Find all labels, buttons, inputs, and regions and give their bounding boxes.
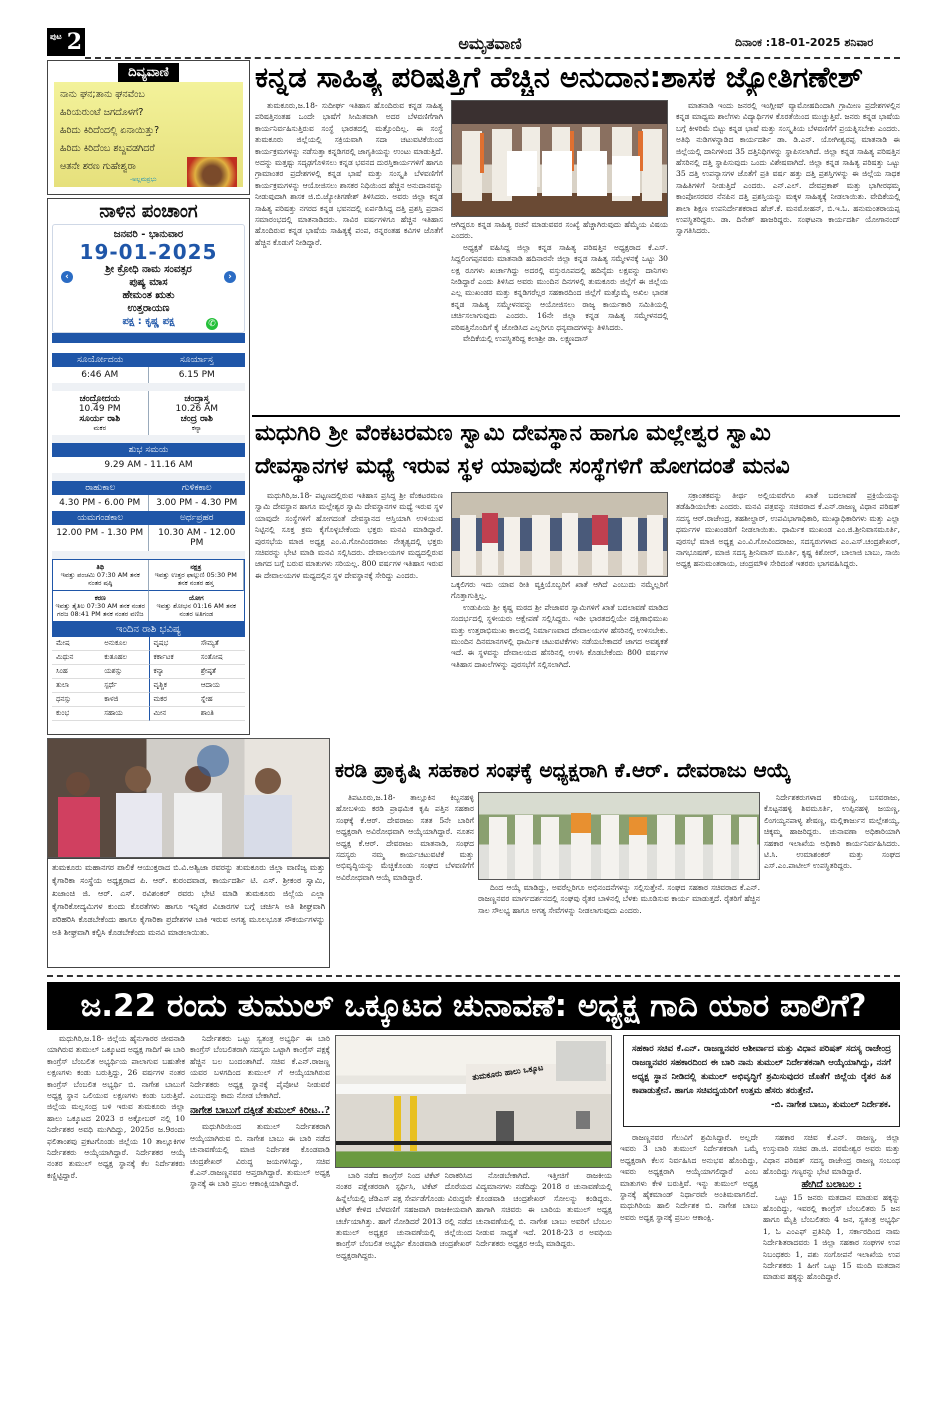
spacer [52, 435, 245, 443]
article-column [451, 579, 668, 745]
article-column [676, 490, 900, 745]
rashi-name: ತುಲಾ [52, 679, 100, 693]
building-sign: ತುಮಕೂರು ಹಾಲು ಒಕ್ಕೂಟ [471, 1063, 544, 1082]
headline-madhugiri-line2: ದೇವಸ್ಥಾನಗಳ ಮಧ್ಯೆ ಇರುವ ಸ್ಥಳ ಯಾವುದೇ ಸಂಸ್ಥೆಗಳಿಗೆ ಹೋಗದಂತೆ ಮನವಿ [255, 454, 790, 479]
rahu-label: ರಾಹುಕಾಲ [85, 483, 116, 493]
spacer [52, 383, 245, 391]
headline-karadi: ಕರಡಿ ಪ್ರಾಕೃಷಿ ಸಹಕಾರ ಸಂಘಕ್ಕೆ ಅಧ್ಯಕ್ಷರಾಗಿ ಕೆ.ಆರ್. ದೇವರಾಜು ಆಯ್ಕೆ [335, 758, 791, 782]
paragraph: ವೇದಿಕೆಯಲ್ಲಿ ಉಪಸ್ಥಿತರಿದ್ದ ಕಲಾಶ್ರೀ ಡಾ. ಲಕ್ಷ್ಮಣದಾಸ್ [463, 334, 589, 344]
divider [252, 415, 900, 417]
rashi-name: ಕುಂಭ [52, 707, 100, 721]
moonset-cell [149, 391, 246, 435]
article-column [476, 1170, 612, 1418]
article-column [764, 792, 900, 970]
samvatsara: ಶ್ರೀ ಕ್ರೋಧಿ ನಾಮ ಸಂವತ್ಸರ [105, 264, 192, 275]
yama-times [52, 525, 245, 551]
rashi-prediction: ಸ್ಪರ್ಧೆ [100, 679, 148, 693]
divyavani-box [47, 60, 250, 195]
rashi-prediction: ಆದಾಯ [197, 679, 245, 693]
sunrise-label: ಸೂರ್ಯೋದಯ [77, 355, 124, 365]
ayana: ಉತ್ತರಾಯಣ [127, 303, 170, 314]
photo-people-illustration [452, 493, 668, 577]
headline-tumul-election: ಜ.22 ರಂದು ತುಮುಲ್ ಒಕ್ಕೂಟದ ಚುನಾವಣೆ: ಅಧ್ಯಕ್ಷ ಗಾದಿ ಯಾರ ಪಾಲಿಗೆ? [47, 982, 900, 1030]
gulika-label: ಗುಳಿಕಕಾಲ [181, 483, 212, 493]
photo-people-illustration [479, 793, 760, 880]
paragraph: ದಿಂದ ಆಯ್ಕೆ ಮಾಡಿದ್ದು, ಅವರೆಲ್ಲರಿಗೂ ಅಭಿನಂದನೆಗಳನ್ನು ಸಲ್ಲಿಸುತ್ತೇನೆ. ಸಂಘದ ಸಹಕಾರ ಸಚಿವರಾದ ಕೆ.ಎನ್. ರಾಜಣ್ಣನವರ ಮಾರ್ಗದರ್ಶನದಲ್ಲಿ ಸಂಘವು ರೈತರ ಬಾಳಿನಲ್ಲಿ ಬೆಳಕು ಮೂಡಿಸುವ ಕಾರ್ಯ ಮಾಡುತ್ತದೆ. ರೈತರಿಗೆ ಹೆಚ್ಚಿನ ಸಾಲ ಸೌಲಭ್ಯ ಹಾಗೂ ಅಗತ್ಯ ಸೇವೆಗಳನ್ನು ನೀಡಲಾಗುವುದು ಎಂದರು. [478, 883, 760, 915]
paragraph: ರಾಜಣ್ಣನವರ ಗೆಲುವಿಗೆ ಶ್ರಮಿಸಿದ್ದಾರೆ. ಅಲ್ಲದೇ ಇವರು 3 ಬಾರಿ ತುಮುಲ್ ನಿರ್ದೇಶಕರಾಗಿ ಒಮ್ಮೆ ಅಧ್ಯಕ್ಷರಾಗಿ ಕೆಲಸ ನಿರ್ವಹಿಸಿದ ಅನುಭವ ಹೊಂದಿದ್ದು, ಇವರು ಅಧ್ಯಕ್ಷರಾಗಿ ಆಯ್ಕೆಯಾಗಲಿದ್ದಾರೆ ಎಂಬ ಮಾತುಗಳು ಕೇಳಿ ಬರುತ್ತಿವೆ. ಇನ್ನು ತುಮುಲ್ ಅಧ್ಯಕ್ಷ ಸ್ಥಾನಕ್ಕೆ ಹೈಕಮಾಂಡ್ ನಿರ್ಧಾರವೇ ಅಂತಿಮವಾಗಲಿದೆ. ಮಧುಗಿರಿಯ ಹಾಲಿ ನಿರ್ದೇಶಕ ಬಿ. ನಾಗೇಶ ಬಾಬು ಅವರು ಅಧ್ಯಕ್ಷ ಸ್ಥಾನಕ್ಕೆ ಪ್ರಬಲ ಆಕಾಂಕ್ಷಿ. [620, 1133, 758, 1222]
paper-name: ಅಮೃತವಾಣಿ [458, 34, 522, 53]
nakshatra-cell [149, 560, 245, 591]
quote-author: -ಅಲ್ಲಮಪ್ರಭು [130, 176, 157, 183]
rashi-name: ಮೀನ [149, 707, 197, 721]
rashi-prediction: ಕುತೂಹಲ [100, 651, 148, 665]
subheading: ಹೇಗಿದೆ ಬಲಾಬಲ : [801, 1178, 862, 1190]
divyavani-quote [54, 82, 243, 187]
memorandum-photo [451, 492, 668, 577]
rashi-name: ಧನಸ್ಸು [52, 693, 100, 707]
paragraph: ಮಾತನಾಡಿ ಇಂದು ಜನರಲ್ಲಿ ಇಂಗ್ಲೀಷ್ ವ್ಯಾಮೋಹದಿಂದಾಗಿ ಗ್ರಾಮೀಣ ಪ್ರದೇಶಗಳಲ್ಲಿನ ಕನ್ನಡ ಮಾಧ್ಯಮ ಶಾಲೆಗಳು ವಿದ್ಯಾರ್ಥಿಗಳ ಕೊರತೆಯಿಂದ ಮುಚ್ಚುತ್ತಿವೆ. ಜನರು ಕನ್ನಡ ಭಾಷೆಯ ಬಗ್ಗೆ ಕೀಳರಿಮೆ ಬಿಟ್ಟು ಕನ್ನಡ ಭಾಷೆ ಮತ್ತು ಸಂಸ್ಕೃತಿಯ ಬೆಳವಣಿಗೆಗೆ ಪ್ರಯತ್ನಿಸಬೇಕು ಎಂದರು. ಅತಿಥಿ ನುಡಿಗಳನ್ನಾಡಿದ ಕಾರ್ಯದರ್ಶಿ ಡಾ. ಡಿ.ಎನ್. ಯೋಗೀಶ್ವರಪ್ಪ ಮಾತನಾಡಿ ಈ ಜಿಲ್ಲೆಯಲ್ಲಿ ದಾನಿಗಳಿಂದ 35 ದತ್ತಿನಿಧಿಗಳನ್ನು ಸ್ಥಾಪಿಸಲಾಗಿದೆ. ಜಿಲ್ಲಾ ಕನ್ನಡ ಸಾಹಿತ್ಯ ಪರಿಷತ್ತಿನ ಹೆಸರಿನಲ್ಲಿ ದತ್ತಿ ಸ್ಥಾಪಿಸುವುದು ಒಂದು ವಿಶೇಷವಾಗಿದೆ. ಜಿಲ್ಲಾ ಕನ್ನಡ ಸಾಹಿತ್ಯ ಪರಿಷತ್ತು ಒಟ್ಟು 35 ದತ್ತಿ ಉಪನ್ಯಾಸಗಳ ಜೊತೆಗೆ ಪ್ರತಿ ವರ್ಷ ಹತ್ತು ದತ್ತಿ ಪ್ರಶಸ್ತಿಗಳನ್ನು ಈ ಜಿಲ್ಲೆಯ ಸಾಧಕ ಸಾಹಿತಿಗಳಿಗೆ ನೀಡುತ್ತಿದೆ ಎಂದರು. ಎನ್.ಎಲ್. ದೇವಪ್ರಕಾಶ್ ಮತ್ತು ಭಾಗೀರಥಮ್ಮ ಕಾಂಪೋಸರವರ ನೆನಪಿನ ದತ್ತಿ ಪ್ರಶಸ್ತಿಯನ್ನು ಮಕ್ಕಳ ಸಾಹಿತ್ಯಕ್ಕೆ ನೀಡಲಾಯಿತು. ವೇದಿಕೆಯಲ್ಲಿ ಶಾಲಾ ಶಿಕ್ಷಣ ಉಪನಿರ್ದೇಶಕರಾದ ಹೆಚ್.ಕೆ. ಮನಮೋಹನ್, ಬಿ.ಇ.ಓ. ಹನುಮಂತರಾಯಪ್ಪ ಉಪಸ್ಥಿತರಿದ್ದರು. ಡಾ. ದಿನೇಶ್ ಹಾಜರಿದ್ದರು. ಸಂಘಟನಾ ಕಾರ್ಯದರ್ಶಿ ಯೋಗಾನಂದ್ ಸ್ವಾಗತಿಸಿದರು. [676, 101, 900, 236]
sunset-label: ಸೂರ್ಯಾಸ್ತ [179, 355, 214, 365]
article-column [620, 1132, 758, 1418]
panchanga-box [47, 198, 250, 735]
headline-madhugiri-line1: ಮಧುಗಿರಿ ಶ್ರೀ ವೆಂಕಟರಮಣ ಸ್ವಾಮಿ ದೇವಸ್ಥಾನ ಹಾಗೂ ಮಲ್ಲೇಶ್ವರ ಸ್ವಾಮಿ [255, 421, 771, 446]
paragraph: ಒಕ್ಕಲಿಗರು ಇದು ಯಾವ ರೀತಿ ವ್ಯಕ್ತಿಯೊಬ್ಬರಿಗೆ ಖಾತೆ ಆಗಿದೆ ಎಂಬುದು ನಮ್ಮೆಲ್ಲರಿಗೆ ಗೊತ್ತಾಗುತ್ತಿಲ್ಲ. [451, 580, 668, 601]
rahu-time: 4.30 PM - 6.00 PM [52, 495, 149, 511]
page-label: ಪುಟ [50, 31, 62, 41]
prev-arrow-icon[interactable]: ‹ [61, 271, 73, 283]
paragraph: ಮಧುಗಿರಿ,ಜ.18- ಜಿಲ್ಲೆಯ ಹೈನುಗಾರರ ಜೀವನಾಡಿ ಯಾಗಿರುವ ತುಮುಲ್ ಒಕ್ಕೂಟದ ಅಧ್ಯಕ್ಷ ಗಾದಿಗೆ ಈ ಬಾರಿ ಕಾಂಗ್ರೆಸ್ ಬೆಂಬಲಿತ ಅಭ್ಯರ್ಥಿಯ ಪಾಲಾಗುವ ಬಹುತೇಕ ಲಕ್ಷಣಗಳು ಕಂಡು ಬರುತ್ತಿದ್ದು, 26 ವರ್ಷಗಳ ನಂತರ ಕಾಂಗ್ರೆಸ್ ಬೆಂಬಲಿತ ಅಭ್ಯರ್ಥಿ ಬಿ. ನಾಗೇಶ ಬಾಬುಗೆ ಅಧ್ಯಕ್ಷ ಸ್ಥಾನ ಒಲಿಯುವ ಲಕ್ಷಣಗಳು ಕಂಡು ಬರುತ್ತಿವೆ. ಜಿಲ್ಲೆಯ ಮಲ್ಲಸಂದ್ರ ಬಳಿ ಇರುವ ತುಮಕೂರು ಜಿಲ್ಲಾ ಹಾಲು ಒಕ್ಕೂಟದ 2023 ರ ಅಕ್ಟೋಬರ್ ನಲ್ಲಿ 10 ನಿರ್ದೇಶಕರ ಅವಧಿ ಮುಗಿದಿದ್ದು, 2025ರ ಜ.9ರಂದು ಫಲಿತಾಂಶವು ಪ್ರಕಟಗೊಂಡು ಜಿಲ್ಲೆಯ 10 ತಾಲ್ಲೂಕಿಗಳ ನಿರ್ದೇಶಕರು ಆಯ್ಕೆಯಾಗಿದ್ದಾರೆ. ನಿರ್ದೇಶಕರ ಆಯ್ಕೆ ನಂತರ ತುಮುಲ್ ಅಧ್ಯಕ್ಷ ಸ್ಥಾನಕ್ಕೆ ಕೆಲ ನಿರ್ದೇಶಕರು ಕಣ್ಣಿಟ್ಟಿದ್ದಾರೆ. [47, 1034, 185, 1180]
quote-author: -ಬಿ. ನಾಗೇಶ ಬಾಬು, ತುಮುಲ್ ನಿರ್ದೇಶಕ. [771, 1100, 891, 1110]
rashi-name: ಕರ್ಕಾಟಕ [149, 651, 197, 665]
karana-label: ಕರಣ [94, 594, 106, 602]
sun-times [52, 367, 245, 383]
quote-line: ಆತನೇ ಶರಣ ಗುಹೇಶ್ವರಾ [60, 161, 136, 172]
moonset: 10.26 AM [175, 404, 219, 414]
quote-line: ನಾನು ಘನ;ತಾನು ಘನವೆಂಬ [60, 89, 145, 100]
paragraph: ನಿರ್ದೇಶಕರು ಒಟ್ಟು ಸ್ವತಂತ್ರ ಅಭ್ಯರ್ಥಿ ಈ ಬಾರಿ ಕಾಂಗ್ರೆಸ್ ಬೆಂಬಲಿತರಾಗಿ ಸದಸ್ಯರು ಒಟ್ಟಾಗಿ ಕಾಂಗ್ರೆಸ್ ಪಕ್ಷಕ್ಕೆ ಹೆಚ್ಚಿನ ಬಲ ಬಂದಂತಾಗಿದೆ. ಸಚಿವ ಕೆ.ಎನ್.ರಾಜಣ್ಣ ಯವರ ಬಳಗದಿಂದ ತುಮುಲ್ ಗೆ ಆಯ್ಕೆಯಾಗಿರುವ ನಿರ್ದೇಶಕರು ಅಧ್ಯಕ್ಷ ಸ್ಥಾನಕ್ಕೆ ಪೈಪೋಟಿ ನೀಡುವರೆ ಎಂಬುದನ್ನು ಕಾದು ನೋಡ ಬೇಕಾಗಿದೆ. [190, 1034, 330, 1101]
paragraph: ಮಧುಗಿರಿ,ಜ.18- ಪಟ್ಟಣದಲ್ಲಿರುವ ಇತಿಹಾಸ ಪ್ರಸಿದ್ಧ ಶ್ರೀ ವೆಂಕಟರಮಣ ಸ್ವಾಮಿ ದೇವಸ್ಥಾನ ಹಾಗೂ ಮಲ್ಲೇಶ್ವರ ಸ್ವಾಮಿ ದೇವಸ್ಥಾನಗಳ ಮಧ್ಯೆ ಇರುವ ಸ್ಥಳ ಯಾವುದೇ ಸಂಸ್ಥೆಗಳಿಗೆ ಹೋಗದಂತೆ ದೇವಸ್ಥಾನದ ಆಸ್ತಿಯಾಗಿ ಉಳಿಯುವ ನಿಟ್ಟಿನಲ್ಲಿ ಸೂಕ್ತ ಕ್ರಮ ಕೈಗೊಳ್ಳಬೇಕೆಂದು ಭಕ್ತರು ಮನವಿ ಮಾಡಿದ್ದಾರೆ. ಪುರಸಭೆಯ ಮಾಜಿ ಅಧ್ಯಕ್ಷ ಎಂ.ವಿ.ಗೋವಿಂದರಾಜು ನೇತೃತ್ವದಲ್ಲಿ ಭಕ್ತರು ಸಚಿವರನ್ನು ಭೇಟಿ ಮಾಡಿ ಮನವಿ ಸಲ್ಲಿಸಿದರು. ದೇವಾಲಯಗಳ ಮಧ್ಯದಲ್ಲಿರುವ ಜಾಗದ ಬಗ್ಗೆ ಬರುವ ಮಾತುಗಳು ಸರಿಯಲ್ಲ. 800 ವರ್ಷಗಳ ಇತಿಹಾಸ ಇರುವ ಈ ದೇವಾಲಯಗಳ ಮಧ್ಯದಲ್ಲಿನ ಸ್ಥಳ ದೇವಸ್ಥಾನಕ್ಕೆ ಸೇರಿದ್ದು ಎಂದರು. [255, 491, 443, 580]
subheading: ನಾಗೇಶ ಬಾಬುಗೆ ದಕ್ಕೀತೆ ತುಮುಲ್ ಕಿರೀಟ..? [190, 1105, 330, 1117]
rashi-name: ಸಿಂಹ [52, 665, 100, 679]
ritu: ಹೇಮಂತ ಋತು [122, 290, 175, 301]
rashi-prediction: ಸಹಾಯ [100, 707, 148, 721]
article-column [478, 882, 760, 970]
kala-times [52, 495, 245, 511]
moonset-label: ಚಂದ್ರಾಸ್ತ [184, 394, 210, 404]
ardha-label: ಅರ್ಧಪ್ರಹರ [179, 513, 214, 523]
rashi-name: ವೃಶ್ಚಿಕ [149, 679, 197, 693]
saint-portrait [187, 157, 237, 187]
gulika-time: 3.00 PM - 4.30 PM [156, 498, 238, 508]
ardha-time: 10.30 AM - 12.00 PM [158, 528, 236, 548]
paksha: ಪಕ್ಷ : ಕೃಷ್ಣ ಪಕ್ಷ [122, 316, 175, 327]
tithi-label: ತಿಥಿ [96, 563, 105, 571]
sunrise: 6:46 AM [52, 367, 149, 383]
moon-times [52, 391, 245, 435]
karana: ಇವತ್ತು ತೈತಿಲ 07:30 AM ತನಕ ನಂತರ ಗರಜ 08:41 PM ತನಕ ನಂತರ ವಣಿಜ [55, 602, 145, 618]
moonrise-cell [52, 391, 149, 435]
article-column [190, 1033, 330, 1418]
paragraph: ಸಹಕಾರ ಸಚಿವ ಕೆ.ಎನ್. ರಾಜಣ್ಣ, ಜಿಲ್ಲಾ ಉಸ್ತುವಾರಿ ಸಚಿವ ಡಾ.ಜಿ. ಪರಮೇಶ್ವರ ಅವರು ಮತ್ತು ವಿಧಾನ ಪರಿಷತ್ ಸದಸ್ಯ ರಾಜೇಂದ್ರ ರಾಜಣ್ಣ ಸಂಬಂಧ ಹೊಂದಿದ್ದು ಗಣ್ಯರನ್ನು ಭೇಟಿ ಮಾಡಿದ್ದಾರೆ. [763, 1133, 900, 1177]
rashi-name: ವೃಷಭ [149, 637, 197, 651]
quote-box [623, 1035, 900, 1127]
shubha-time: 9.29 AM - 11.16 AM [104, 460, 193, 470]
article-column [336, 792, 474, 970]
surya-rashi: ಮಕರ [93, 424, 107, 432]
quote-line: ಹಿರಿಯರುಂಟೆ ಜಗದೊಳಗೆ? [60, 107, 144, 118]
panchanga-title: ನಾಳಿನ ಪಂಚಾಂಗ [99, 201, 198, 222]
moonrise: 10.49 PM [78, 404, 121, 414]
yoga: ಇವತ್ತು ಶೋಭನ 01:16 AM ತನಕ ನಂತರ ಅತಿಗಂಡ [156, 602, 236, 618]
yoga-label: ಯೋಗ [188, 594, 204, 602]
paragraph: ನಿರ್ದೇಶಕರುಗಳಾದ ಕರಿಯಣ್ಣ, ಬಸವರಾಜು, ಕೊಟ್ಟನಹಳ್ಳಿ ಶಿವಮೂರ್ತಿ, ಉಪ್ಪಿನಹಳ್ಳಿ ಜಯಣ್ಣ, ಲಿಂಗಯ್ಯನಪಾಳ್ಯ ಶೇಷಣ್ಣ, ಮಲ್ಲಿಕಾರ್ಜುನ ಮಲ್ಲೇಶಯ್ಯ, ಚಿಕ್ಕಮ್ಮ ಹಾಜರಿದ್ದರು. ಚುನಾವಣಾ ಅಧಿಕಾರಿಯಾಗಿ ಸಹಕಾರ ಇಲಾಖೆಯ ಅಧಿಕಾರಿ ಕಾರ್ಯನಿರ್ವಹಿಸಿದರು. ಟಿ.ಸಿ. ಉಮಾಶಂಕರ್ ಮತ್ತು ಸಂಘದ ಎಸ್.ಎಂ.ಪಾಟೀಲ್ ಉಪಸ್ಥಿತರಿದ್ದರು. [764, 793, 900, 871]
commissioner-meeting-photo [47, 738, 330, 858]
rashi-prediction: ಸಂತೋಷ [197, 651, 245, 665]
panchanga-date-card [52, 224, 245, 333]
chandra-rashi: ಕನ್ಯಾ [191, 424, 202, 432]
quote-text: ಸಹಕಾರ ಸಚಿವ ಕೆ.ಎನ್. ರಾಜಣ್ಣನವರ ಆಶೀರ್ವಾದ ಮತ್ತು ವಿಧಾನ ಪರಿಷತ್ ಸದಸ್ಯ ರಾಜೇಂದ್ರ ರಾಜಣ್ಣನವರ ಸಹಕಾರದಿಂದ ಈ ಬಾರಿ ನಾನು ತುಮುಲ್ ನಿರ್ದೇಶಕನಾಗಿ ಆಯ್ಕೆಯಾಗಿದ್ದು, ನನಗೆ ಅಧ್ಯಕ್ಷ ಸ್ಥಾನ ನೀಡಿದಲ್ಲಿ ತುಮುಲ್ ಅಭಿವೃದ್ಧಿಗೆ ಶ್ರಮಿಸುವುದರ ಜೊತೆಗೆ ಜಿಲ್ಲೆಯ ರೈತರ ಹಿತ ಕಾಪಾಡುತ್ತೇನೆ. ಹಾಗೂ ಸಚಿವದ್ವಯರಿಗೆ ಉತ್ತಮ ಹೆಸರು ತರುತ್ತೇನೆ. [632, 1044, 891, 1096]
paragraph: ತುಮಕೂರು,ಜ.18- ಸುದೀರ್ಘ ಇತಿಹಾಸ ಹೊಂದಿರುವ ಕನ್ನಡ ಸಾಹಿತ್ಯ ಪರಿಷತ್ತಿನಂತಹ ಒಂದೇ ಭಾಷೆಗೆ ಸೀಮಿತವಾಗಿ ಅದರ ಬೆಳವಣಿಗೆಗಾಗಿ ಕಾರ್ಯನಿರ್ವಹಿಸುತ್ತಿರುವ ಸಂಸ್ಥೆ ಭಾರತದಲ್ಲಿ ಮತ್ತೊಂದಿಲ್ಲ. ಈ ಸಂಸ್ಥೆ ತುಮಕೂರು ಜಿಲ್ಲೆಯಲ್ಲಿ ಸಕ್ರಿಯವಾಗಿ ಸದಾ ಚಟುವಟಿಕೆಯಿಂದ ಕಾರ್ಯಕ್ರಮಗಳನ್ನು ನಡೆಸುತ್ತಾ ಕನ್ನಡಿಗರಲ್ಲಿ ಜಾಗೃತಿಯನ್ನು ಉಂಟು ಮಾಡುತ್ತಿದೆ. ಅದನ್ನು ಮತ್ತಷ್ಟು ಸದೃಢಗೊಳಿಸಲು ಕನ್ನಡ ಭವನದ ದುರಸ್ತಿಕಾರ್ಯಗಳಿಗೆ ಹಾಗೂ ಗ್ರಾಮಾಂತರ ಪ್ರದೇಶಗಳಲ್ಲಿ ಕನ್ನಡ ಭಾಷೆ ಮತ್ತು ಸಂಸ್ಕೃತಿ ಬೆಳವಣಿಗೆಗೆ ಕಾರ್ಯಕ್ರಮಗಳನ್ನು ಆಯೋಜಿಸಲು ಶಾಸಕರ ನಿಧಿಯಿಂದ ಹೆಚ್ಚಿನ ಅನುದಾನವನ್ನು ನೀಡುವುದಾಗಿ ಶಾಸಕ ಜಿ.ಬಿ.ಜ್ಯೋತಿಗಣೇಶ್ ತಿಳಿಸಿದರು. ಅವರು ಜಿಲ್ಲಾ ಕನ್ನಡ ಸಾಹಿತ್ಯ ಪರಿಷತ್ತು ನಗರದ ಕನ್ನಡ ಭವನದಲ್ಲಿ ಏರ್ಪಡಿಸಿದ್ದ ದತ್ತಿ ಪ್ರಶಸ್ತಿ ಪ್ರದಾನ ಸಮಾರಂಭದಲ್ಲಿ ಮಾತನಾಡಿದರು. ಸಾವಿರ ವರ್ಷಗಳಿಗೂ ಹೆಚ್ಚಿನ ಇತಿಹಾಸ ಹೊಂದಿರುವ ಕನ್ನಡ ಭಾಷೆಯ ಸಾಹಿತ್ಯಕ್ಕೆ ಪಂಪ, ರನ್ನರಂತಹ ಕವಿಗಳ ಜೊತೆಗೆ ಹೆಚ್ಚಿನ ಕೊಡುಗೆ ನೀಡಿದ್ದಾರೆ. [255, 101, 443, 247]
quote-line: ಹಿರಿದು ಕಿರಿದೆಂದಲ್ಲಿ ಏನಾಯಿತ್ತು? [60, 125, 160, 136]
paragraph: ಆಗಿದ್ದರೂ ಕನ್ನಡ ಸಾಹಿತ್ಯ ರಚನೆ ಮಾಡುವವರ ಸಂಖ್ಯೆ ಹೆಚ್ಚಾಗಿರುವುದು ಹೆಮ್ಮೆಯ ವಿಷಯ ಎಂದರು. [451, 220, 668, 241]
surya-rashi-label: ಸೂರ್ಯ ರಾಶಿ [79, 414, 121, 424]
kala-header [52, 481, 245, 495]
blue-bar [52, 333, 245, 343]
paragraph: ಸಕ್ರಾಂತಕವನ್ನು ತೀರ್ಥ ಅಲ್ಲಿಯವರೆಗೂ ಖಾತೆ ಬದಲಾವಣೆ ಪ್ರಕ್ರಿಯೆಯನ್ನು ತಡೆಹಿಡಿಯಬೇಕು ಎಂದರು. ಮನವಿ ಪತ್ರವನ್ನು ಸಚಿವರಾದ ಕೆ.ಎನ್.ರಾಜಣ್ಣ ವಿಧಾನ ಪರಿಷತ್ ಸದಸ್ಯ ಆರ್.ರಾಜೇಂದ್ರ, ತಹಶೀಲ್ದಾರ್, ಉಪವಿಭಾಗಾಧಿಕಾರಿ, ಮುಖ್ಯಾಧಿಕಾರಿಗಳು ಮತ್ತು ಎಲ್ಲಾ ಧರ್ಮಗಳ ಮುಖಂಡರಿಗೆ ನೀಡಲಾಯಿತು. ಧಾರ್ಮಿಕ ಮುಖಂಡ ಎಂ.ಜಿ.ಶ್ರೀನಿವಾಸಮೂರ್ತಿ, ಪುರಸಭೆ ಮಾಜಿ ಅಧ್ಯಕ್ಷ ಎಂ.ವಿ.ಗೋವಿಂದರಾಜು, ಸದಸ್ಯರುಗಳಾದ ಎಂ.ಎಸ್.ಚಂದ್ರಶೇಖರ್, ನಾಗಭೂಷಣ್, ಮಾಜಿ ಸದಸ್ಯ ಶ್ರೀನಿವಾಸ್ ಮೂರ್ತಿ, ಕೃಷ್ಣ ಕಿಶೋರ್, ಬಾಲಾಜಿ ಬಾಬು, ಸಾಯಿ ಅಧ್ಯಕ್ಷ ಹನುಮಂತರಾಯ, ಚಂದ್ರಮೌಳಿ ಸೇರಿದಂತೆ ಇತರರು ಭಾಗವಹಿಸಿದ್ದರು. [676, 491, 900, 569]
shubha-label: ಶುಭ ಸಮಯ [52, 443, 245, 457]
rashi-table [52, 637, 245, 721]
rashi-prediction: ಕಾಳಜಿ [100, 693, 148, 707]
chandra-rashi-label: ಚಂದ್ರ ರಾಶಿ [180, 414, 213, 424]
tithi: ಇವತ್ತು ಪಂಚಮಿ 07:30 AM ತನಕ ನಂತರ ಷಷ್ಠಿ [60, 571, 140, 587]
article-column [763, 1132, 900, 1418]
quote-line: ಹಿರಿದು ಕಿರಿದೆಂಬ ಶಬ್ದವಡಗಿದರೆ [60, 143, 155, 154]
paragraph: ಬಾರಿ ನಡೆದ ಕಾಂಗ್ರೆಸ್ ನಿಂದ ಟಿಕೆಟ್ ನಿರಾಕರಿಸಿದ ನಂತರ ಪಕ್ಷೇತರರಾಗಿ ಸ್ಪರ್ಧಿಸಿ, ಟಿಕೆಟ್ ದೊರೆಯದ ಹಿನ್ನೆಲೆಯಲ್ಲಿ ಜೆಡಿಎಸ್ ಪಕ್ಷ ಸೇರ್ಪಡೆಗೊಂಡು ವಿರುದ್ಧವೇ ಟಿಕೆಟ್ ಕೇಳಿದ ಬೆಳವಣಿಗೆ ಸಹಜವಾಗಿ ರಾಜಕೀಯವಾಗಿ ಚರ್ಚೆಯಾಗಿತ್ತು. ಹಾಗೆ ನೋಡಿದರೆ 2013 ರಲ್ಲಿ ನಡೆದ ತುಮುಲ್ ಅಧ್ಯಕ್ಷರ ಚುನಾವಣೆಯಲ್ಲಿ ಜಿಲ್ಲೆಯಿಂದ ಕಾಂಗ್ರೆಸ್ ಬೆಂಬಲಿತ ಅಭ್ಯರ್ಥಿ ಕೊಂಡವಾಡಿ ಚಂದ್ರಶೇಖರ್ ಅಧ್ಯಕ್ಷರಾಗಿದ್ದರು. [336, 1171, 472, 1260]
rashi-name: ಕನ್ಯಾ [149, 665, 197, 679]
spacer [48, 343, 249, 353]
article-column [255, 490, 443, 745]
spacer [52, 551, 245, 559]
divider [47, 975, 900, 977]
rashi-prediction: ಸೌಮ್ಯತೆ [197, 637, 245, 651]
photo-people-illustration [48, 739, 330, 858]
paragraph: ಒಟ್ಟು 15 ಜನರು ಮತದಾನ ಮಾಡುವ ಹಕ್ಕನ್ನು ಹೊಂದಿದ್ದು, ಇವರಲ್ಲಿ ಕಾಂಗ್ರೆಸ್ ಬೆಂಬಲಿತರು 5 ಜನ ಹಾಗೂ ಮೈತ್ರಿ ಬೆಂಬಲಿತರು 4 ಜನ, ಸ್ವತಂತ್ರ ಅಭ್ಯರ್ಥಿ 1, ಓ ಎಂಎಫ್ ಪ್ರತಿನಿಧಿ 1, ಸರ್ಕಾರದಿಂದ ನಾಮ ನಿರ್ದೇಶಿತರಾದವರು 1 ಜಿಲ್ಲಾ ಸಹಕಾರ ಸಂಘಗಳ ಉಪ ನಿಬಂಧಕರು 1, ಪಶು ಸಂಗೋಪನೆ ಇಲಾಖೆಯ ಉಪ ನಿರ್ದೇಶಕರು 1 ಹೀಗೆ ಒಟ್ಟು 15 ಮಂದಿ ಮತದಾನ ಮಾಡುವ ಹಕ್ಕನ್ನು ಹೊಂದಿದ್ದಾರೆ. [763, 1192, 900, 1282]
rashi-prediction: ಅನುಕೂಲ [100, 637, 148, 651]
month-day: ಜನವರಿ - ಭಾನುವಾರ [113, 229, 184, 240]
paragraph: ನೋಡಬೇಕಾಗಿದೆ. ಇತ್ತೀಚಿಗೆ ರಾಜಕೀಯ ವಿದ್ಯಮಾನಗಳು ನಡೆದಿದ್ದು 2018 ರ ಚುನಾವಣೆಯಲ್ಲಿ ಕೊಂಡವಾಡಿ ಚಂದ್ರಶೇಖರ್ ಸೋಲನ್ನು ಕಂಡಿದ್ದರು. ಹಾಗಾಗಿ ಸಚಿವರು ಈ ಬಾರಿಯ ತುಮುಲ್ ಅಧ್ಯಕ್ಷ ಚುನಾವಣೆಯಲ್ಲಿ ಬಿ. ನಾಗೇಶ ಬಾಬು ಅವರಿಗೆ ಬೆಂಬಲ ನೀಡುವ ಸಾಧ್ಯತೆ ಇದೆ. 2018-23 ರ ಅವಧಿಯ ನಿರ್ದೇಶಕರು ಅಧ್ಯಕ್ಷರ ಆಯ್ಕೆ ಮಾಡಿದ್ದರು. [476, 1171, 612, 1249]
rashi-prediction: ಶ್ರೇಷ್ಠತೆ [197, 665, 245, 679]
nakshatra: ಇವತ್ತು ಉತ್ತರ ಫಾಲ್ಗುಣಿ 05:30 PM ತನಕ ನಂತರ ಹಸ್ತ [154, 571, 237, 587]
next-arrow-icon[interactable]: › [224, 271, 236, 283]
yama-label: ಯಮಗಂಡಕಾಲ [77, 513, 124, 523]
paragraph: ಅಧ್ಯಕ್ಷತೆ ವಹಿಸಿದ್ದ ಜಿಲ್ಲಾ ಕನ್ನಡ ಸಾಹಿತ್ಯ ಪರಿಷತ್ತಿನ ಅಧ್ಯಕ್ಷರಾದ ಕೆ.ಎಸ್. ಸಿದ್ದಲಿಂಗಪ್ಪನವರು ಮಾತನಾಡಿ ಹದಿನಾರನೇ ಜಿಲ್ಲಾ ಕನ್ನಡ ಸಾಹಿತ್ಯ ಸಮ್ಮೇಳನಕ್ಕೆ ಒಟ್ಟು 30 ಲಕ್ಷ ರೂಗಳು ಖರ್ಚಾಗಿದ್ದು ಅದರಲ್ಲಿ ವಸ್ತುರೂಪದಲ್ಲಿ ಹದಿನೈದು ಲಕ್ಷವನ್ನು ದಾನಿಗಳು ನೀಡಿದ್ದಾರೆ ಎಂದು ತಿಳಿಸಿದ ಅವರು ಮುಂದಿನ ದಿನಗಳಲ್ಲಿ ತುಮಕೂರು ಜಿಲ್ಲೆಗೆ ಈ ಜಿಲ್ಲೆಯ ಎಲ್ಲ ಮುಖಂಡರ ಮತ್ತು ಕನ್ನಡಿಗರೆಲ್ಲರ ಸಹಕಾರದಿಂದ ಜಿಲ್ಲೆಗೆ ಮತ್ತೊಮ್ಮೆ ಅಖಿಲ ಭಾರತ ಕನ್ನಡ ಸಾಹಿತ್ಯ ಸಮ್ಮೇಳನವನ್ನು ಆಯೋಜಿಸಲು ರಾಜ್ಯ ಕಾರ್ಯಕಾರಿ ಸಮಿತಿಯಲ್ಲಿ ಚರ್ಚಿಸಲಾಗುವುದು ಎಂದರು. 16ನೇ ಜಿಲ್ಲಾ ಕನ್ನಡ ಸಾಹಿತ್ಯ ಸಮ್ಮೇಳನದಲ್ಲಿ ಪರಿಷತ್ತಿನೊಂದಿಗೆ ಕೈ ಜೋಡಿಸಿದ ಎಲ್ಲರಿಗೂ ಧನ್ಯವಾದಗಳನ್ನು ತಿಳಿಸಿದರು. [451, 242, 668, 332]
masa: ಪುಷ್ಯ ಮಾಸ [129, 277, 168, 288]
headline-sahitya-parishat: ಕನ್ನಡ ಸಾಹಿತ್ಯ ಪರಿಷತ್ತಿಗೆ ಹೆಚ್ಚಿನ ಅನುದಾನ:ಶಾಸಕ ಜ್ಯೋತಿಗಣೇಶ್ [255, 60, 864, 94]
rashi-prediction: ಯಶಸ್ಸು [100, 665, 148, 679]
whatsapp-icon[interactable]: ✆ [206, 318, 218, 330]
panchanga-date: 19-01-2025 [79, 240, 218, 264]
article-column [676, 100, 900, 412]
yoga-cell [149, 591, 245, 621]
rashi-prediction: ಸ್ನೇಹ [197, 693, 245, 707]
issue-date: ದಿನಾಂಕ :18-01-2025 ಶನಿವಾರ [735, 36, 874, 49]
rashi-name: ಮಕರ [149, 693, 197, 707]
building-illustration [336, 1036, 612, 1168]
photo-people-illustration [452, 101, 668, 217]
moonrise-label: ಚಂದ್ರೋದಯ [79, 394, 120, 404]
rashi-name: ಮಿಥುನ [52, 651, 100, 665]
article-column [47, 1033, 185, 1418]
rashi-prediction: ಶಾಂತಿ [197, 707, 245, 721]
paragraph: ತಿಪಟೂರು,ಜ.18- ತಾಲ್ಲೂಕಿನ ಕಿಬ್ಬನಹಳ್ಳಿ ಹೋಬಳಿಯ ಕರಡಿ ಪ್ರಾಥಮಿಕ ಕೃಷಿ ಪತ್ತಿನ ಸಹಕಾರ ಸಂಘಕ್ಕೆ ಕೆ.ಆರ್. ದೇವರಾಜು ಸತತ 5ನೇ ಬಾರಿಗೆ ಅಧ್ಯಕ್ಷರಾಗಿ ಅವಿರೋಧವಾಗಿ ಆಯ್ಕೆಯಾಗಿದ್ದಾರೆ. ನೂತನ ಅಧ್ಯಕ್ಷ ಕೆ.ಆರ್. ದೇವರಾಜು ಮಾತನಾಡಿ, ಸಂಘದ ಸದಸ್ಯರು ನಮ್ಮ ಕಾರ್ಯಚಟುವಟಿಕೆ ಮತ್ತು ಅಭಿವೃದ್ಧಿಯನ್ನು ಮೆಚ್ಚಿಕೊಂಡು ಸಂಘದ ಬೆಳವಣಿಗೆಗೆ ಅವಿರೋಧವಾಗಿ ಆಯ್ಕೆ ಮಾಡಿದ್ದಾರೆ. [336, 793, 474, 882]
paragraph: ಮಧುಗಿರಿಯಿಂದ ತುಮುಲ್ ನಿರ್ದೇಶಕರಾಗಿ ಆಯ್ಕೆಯಾಗಿರುವ ಬಿ. ನಾಗೇಶ ಬಾಬು ಈ ಬಾರಿ ನಡೆದ ಚುನಾವಣೆಯಲ್ಲಿ ಮಾಜಿ ನಿರ್ದೇಶಕ ಕೊಂಡವಾಡಿ ಚಂದ್ರಶೇಖರ್ ವಿರುದ್ಧ ಜಯಗಳಿಸಿದ್ದು, ಸಚಿವ ಕೆ.ಎನ್.ರಾಜಣ್ಣನವರ ಆಪ್ತರಾಗಿದ್ದಾರೆ. ತುಮುಲ್ ಅಧ್ಯಕ್ಷ ಸ್ಥಾನಕ್ಕೆ ಈ ಬಾರಿ ಪ್ರಬಲ ಆಕಾಂಕ್ಷಿಯಾಗಿದ್ದಾರೆ. [190, 1122, 330, 1189]
sun-header [52, 353, 245, 367]
rashi-title: ಇಂದಿನ ರಾಶಿ ಭವಿಷ್ಯ [52, 622, 245, 637]
karana-cell [53, 591, 149, 621]
milk-union-building-photo [335, 1035, 612, 1168]
sunset: 6.15 PM [178, 370, 215, 380]
yama-time: 12.00 PM - 1.30 PM [52, 525, 149, 551]
page-number [47, 28, 85, 56]
photo-caption: ತುಮಕೂರು ಮಹಾನಗರ ಪಾಲಿಕೆ ಆಯುಕ್ತರಾದ ಬಿ.ವಿ.ಅಶ್ವಿಜಾ ರವರನ್ನು ತುಮಕೂರು ಜಿಲ್ಲಾ ವಾಣಿಜ್ಯ ಮತ್ತು ಕೈಗಾರಿಕಾ ಸಂಸ್ಥೆಯ ಅಧ್ಯಕ್ಷರಾದ ಪಿ. ಆರ್. ಕುರಂದವಾಡ, ಕಾರ್ಯದರ್ಶಿ ಟಿ. ಎಸ್. ಶ್ರೀಕಂಠ ಸ್ವಾಮಿ, ಖಜಾಂಚಿ ಜಿ. ಆರ್. ಎಸ್. ರವಿಶಂಕರ್ ರವರು ಭೇಟಿ ಮಾಡಿ ತುಮಕೂರು ಜಿಲ್ಲೆಯ ಎಲ್ಲಾ ಕೈಗಾರಿಕೋದ್ಯಮಿಗಳ ಕುಂದು ಕೊರತೆಗಳು ಹಾಗೂ ಇನ್ನಿತರ ವಿಚಾರಗಳ ಬಗ್ಗೆ ಚರ್ಚಿಸಿ ಅತಿ ಶೀಘ್ರವಾಗಿ ಪರಿಹರಿಸಿ ಕೊಡಬೇಕೆಂದು ಹಾಗೂ ಕೈಗಾರಿಕಾ ಪ್ರದೇಶಗಳ ಬಾಕಿ ಇರುವ ಅಗತ್ಯ ಮೂಲಭೂತ ಸೌಕರ್ಯಗಳನ್ನು ಅತಿ ಶೀಘ್ರವಾಗಿ ಕಲ್ಪಿಸಿ ಕೊಡಬೇಕೆಂದು ಮನವಿ ಮಾಡಲಾಯಿತು. [47, 858, 330, 968]
article-column [255, 100, 443, 412]
rashi-name: ಮೇಷ [52, 637, 100, 651]
spacer [52, 473, 245, 481]
award-ceremony-photo [451, 100, 668, 217]
sangha-election-photo [478, 792, 760, 880]
page-number-value: 2 [66, 29, 82, 55]
yama-header [52, 511, 245, 525]
article-column [451, 219, 668, 413]
nakshatra-label: ನಕ್ಷತ್ರ [190, 563, 202, 571]
paragraph: ಉಡುಪಿಯ ಶ್ರೀ ಕೃಷ್ಣ ಮಠದ ಶ್ರೀ ಪೇಜಾವರ ಸ್ವಾಮಿಗಳಿಗೆ ಖಾತೆ ಬದಲಾವಣೆ ಮಾಡಿದ ಸಂದರ್ಭದಲ್ಲಿ ಸ್ಥಳೀಯರು ಆಕ್ಷೇಪಣೆ ಸಲ್ಲಿಸಿದ್ದರು. ಇಡೀ ಭಾರತದಲ್ಲಿಯೇ ದಕ್ಷಿಣಾಭಿಮುಖ ಮತ್ತು ಉತ್ತರಾಭಿಮುಖ ಕಾಲದಲ್ಲಿ ನಿರ್ಮಾಣವಾದ ದೇವಾಲಯಗಳ ಹೆಸರಿನಲ್ಲಿ ಉಳಿಸಬೇಕು. ಮುಂದಿನ ದಿನಮಾನಗಳಲ್ಲಿ ಧಾರ್ಮಿಕ ಚಟುವಟಿಕೆಗಳು ನಡೆಯಬೇಕಾದರೆ ಜಾಗದ ಅವಶ್ಯಕತೆ ಇದೆ. ಈ ಸ್ಥಳವನ್ನು ದೇವಾಲಯದ ಹೆಸರಿನಲ್ಲಿ ಉಳಿಸಿ ಕೊಡಬೇಕೆಂದು 800 ವರ್ಷಗಳ ಇತಿಹಾಸ ದಾಖಲೆಗಳನ್ನು ಪುರಸಭೆಗೆ ಸಲ್ಲಿಸಲಾಗಿದೆ. [451, 602, 668, 669]
tithi-cell [53, 560, 149, 591]
divyavani-title: ದಿವ್ಯವಾಣಿ [118, 63, 179, 82]
article-column [336, 1170, 472, 1418]
tithi-grid [52, 559, 245, 622]
